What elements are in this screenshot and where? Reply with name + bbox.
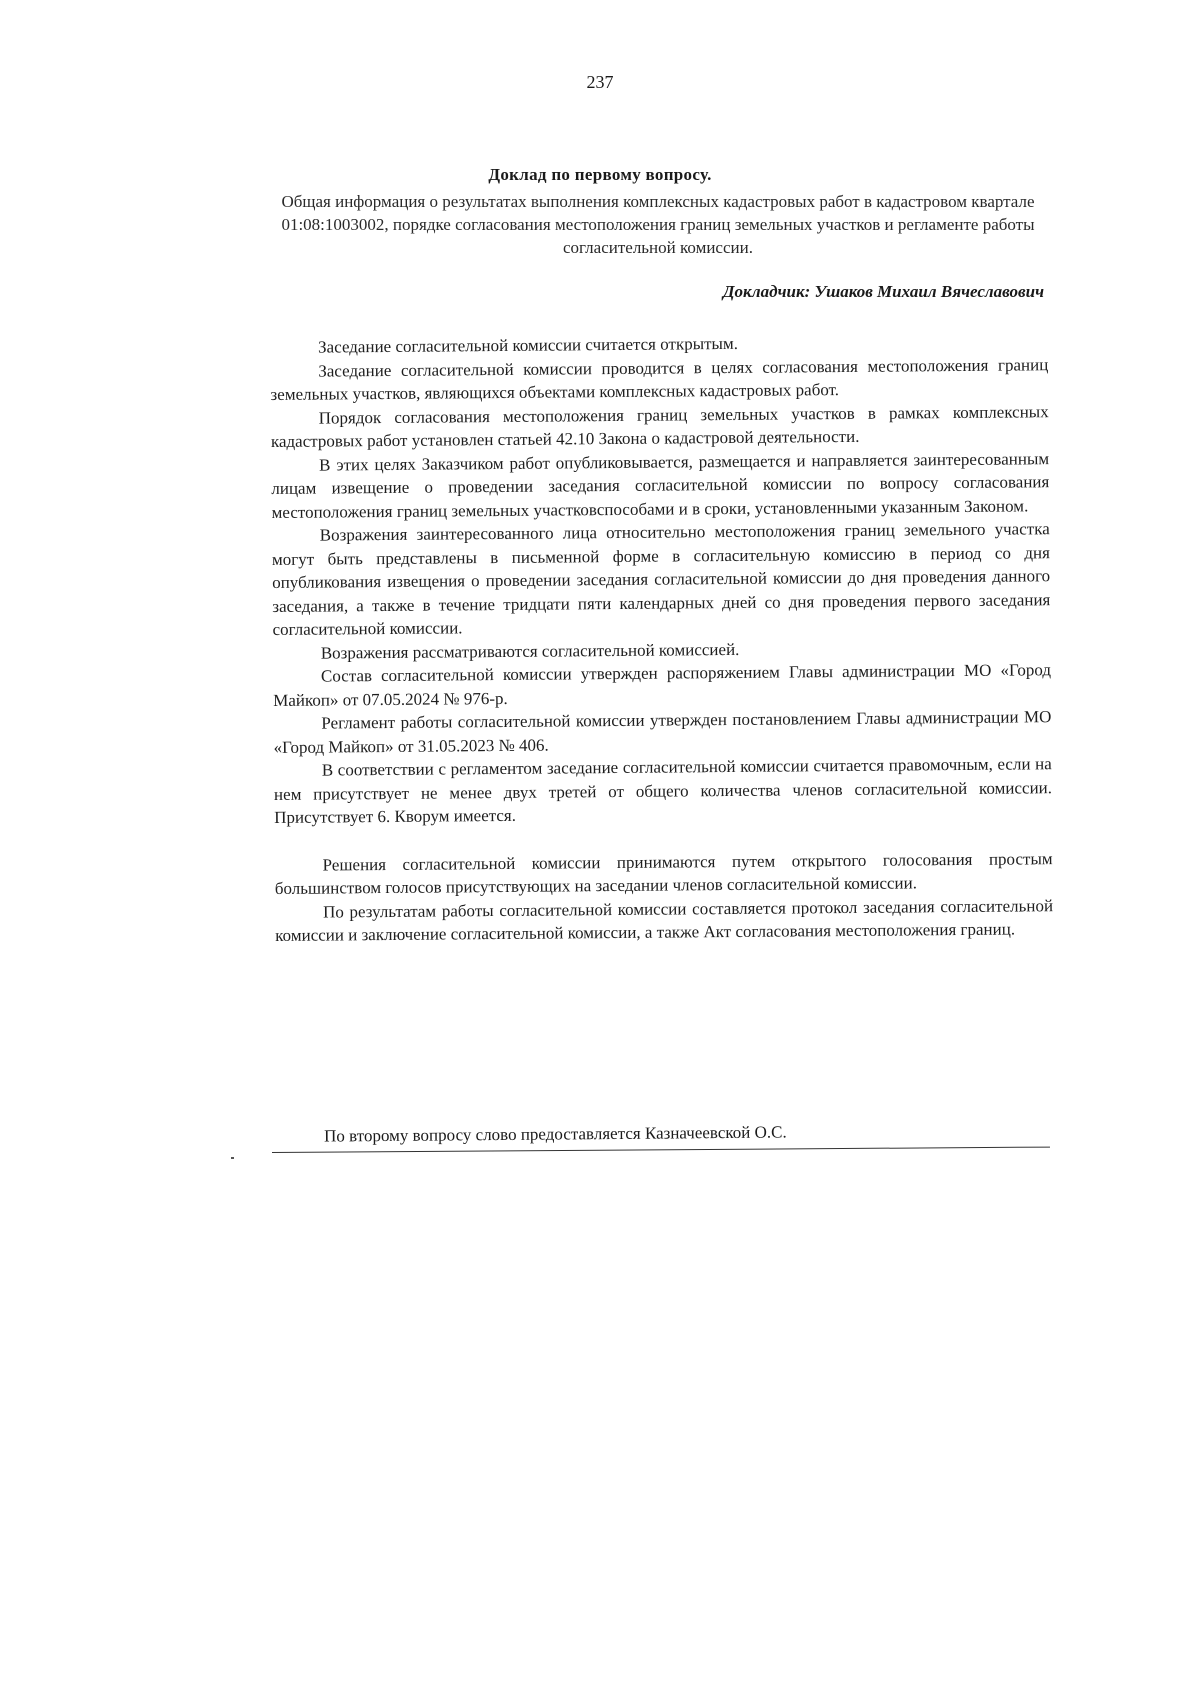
report-subtitle: Общая информация о результатах выполнения комплексных кадастровых работ в кадастровом квартале 01:08:1003002, порядке согласования местоположения границ земельных участков и регламенте работы согласительной комиссии. bbox=[281, 192, 1035, 257]
paragraph-notice: В этих целях Заказчиком работ опубликовывается, размещается и направляется заинтересованным лицам извещение о проведении заседания согласительной комиссии по вопросу согласования местоположения границ земельных участковспособами и в сроки, установленными указанным Законом. bbox=[271, 448, 1050, 522]
paragraph-results: По результатам работы согласительной комиссии составляется протокол заседания согласительной комиссии и заключение согласительной комиссии, а также Акт согласования местоположения границ. bbox=[275, 895, 1054, 945]
margin-mark bbox=[231, 1157, 234, 1159]
underline-rule bbox=[272, 1147, 1050, 1153]
paragraph-procedure: Порядок согласования местоположения границ земельных участков в рамках комплексных кадастровых работ установлен статьей 42.10 Закона о кадастровой деятельности. bbox=[270, 401, 1049, 451]
paragraph-meeting-opened: Заседание согласительной комиссии считается открытым. bbox=[318, 333, 739, 357]
paragraph-quorum: В соответствии с регламентом заседание согласительной комиссии считается правомочным, если на нем присутствует не менее двух третей от общего количества членов согласительной комиссии. Присутствует 6. Кворум имеется. bbox=[273, 754, 1053, 827]
report-title: Доклад по первому вопросу. bbox=[488, 165, 712, 184]
report-body bbox=[270, 329, 1053, 947]
paragraph-objections-review: Возражения рассматриваются согласительной комиссией. bbox=[320, 639, 740, 663]
paragraph-commission-composition: Состав согласительной комиссии утвержден распоряжением Главы администрации МО «Город Майкоп» от 07.05.2024 № 976-р. bbox=[273, 660, 1052, 710]
closing-line bbox=[272, 1120, 1050, 1147]
speaker-line: Докладчик: Ушаков Михаил Вячеславович bbox=[722, 282, 1044, 301]
closing-text: По второму вопросу слово предоставляется Казначеевской О.С. bbox=[323, 1122, 787, 1146]
paragraph-objections: Возражения заинтересованного лица относительно местоположения границ земельного участка могут быть представлены в письменной форме в согласительную комиссию в период со дня опубликования извещения о проведении заседания согласительной комиссии до дня проведения данного заседания, а также в течение тридцати пяти календарных дней со дня проведения первого заседания согласительной комиссии. bbox=[271, 519, 1051, 639]
page-number: 237 bbox=[586, 72, 614, 92]
paragraph-regulations: Регламент работы согласительной комиссии утвержден постановлением Главы администрации МО «Город Майкоп» от 31.05.2023 № 406. bbox=[273, 707, 1052, 757]
paragraph-meeting-purpose: Заседание согласительной комиссии проводится в целях согласования местоположения границ земельных участков, являющихся объектами комплексных кадастровых работ. bbox=[270, 354, 1049, 404]
paragraph-decisions: Решения согласительной комиссии принимаются путем открытого голосования простым большинством голосов присутствующих на заседании членов согласительной комиссии. bbox=[274, 848, 1053, 898]
